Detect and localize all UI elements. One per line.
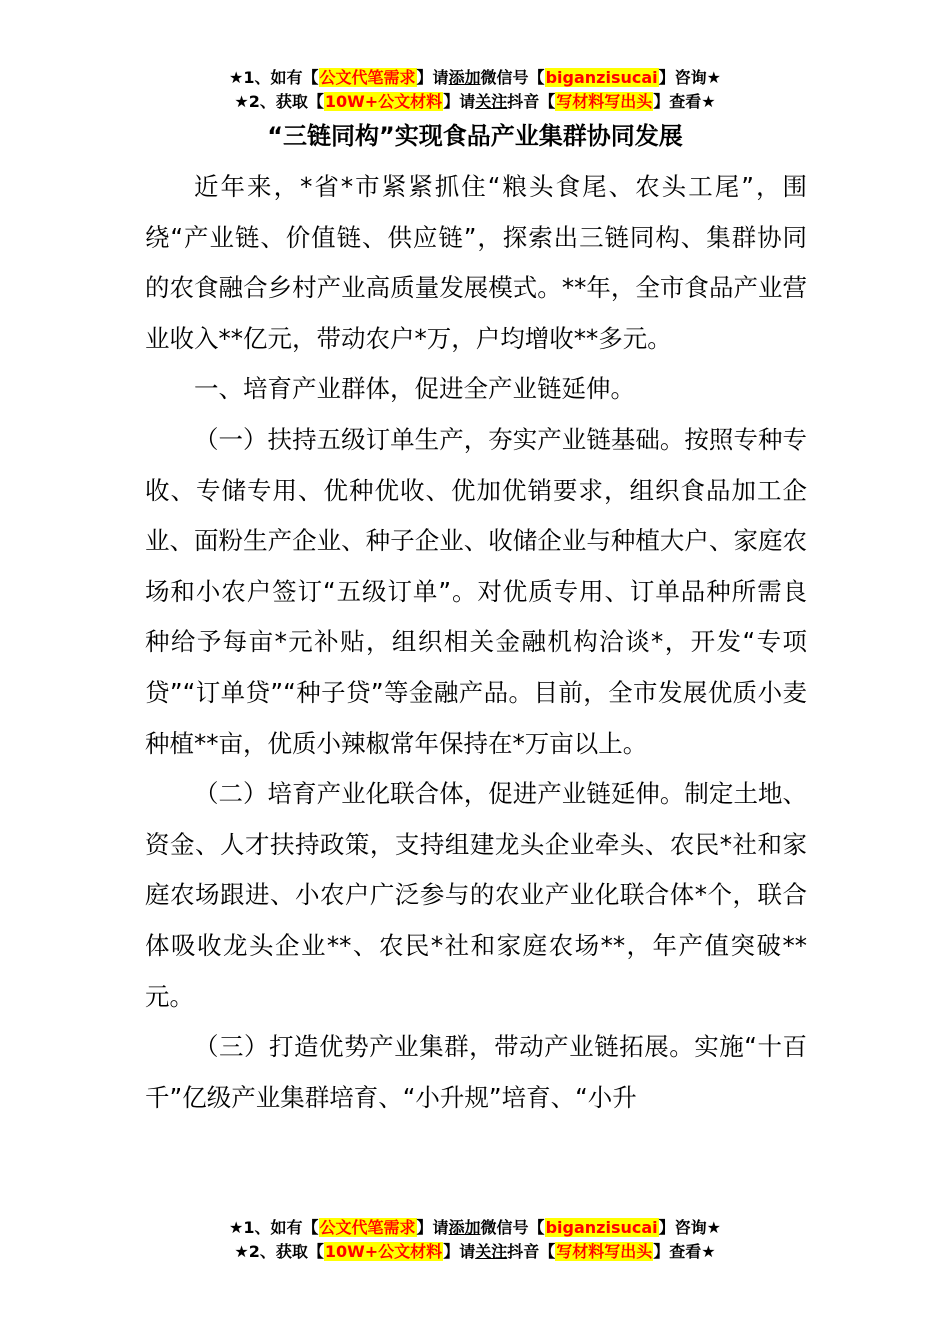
paragraph-intro: 近年来，*省*市紧紧抓住“粮头食尾、农头工尾”，围绕“产业链、价值链、供应链”，探索出三链同构、集群协同的农食融合乡村产业高质量发展模式。**年，全市食品产业营业收入**亿元，带动农户*万，户均增收**多元。: [145, 172, 807, 353]
paragraph-subsection-2: （二）培育产业化联合体，促进产业链延伸。制定土地、资金、人才扶持政策，支持组建龙头企业牵头、农民*社和家庭农场跟进、小农户广泛参与的农业产业化联合体*个，联合体吸收龙头企业**、农民*社和家庭农场**，年产值突破**元。: [145, 779, 807, 1011]
highlight-materials: 10W+公文材料: [324, 1242, 443, 1261]
highlight-wechat-id: biganzisucai: [545, 1218, 658, 1237]
banner-text: 微信号【: [480, 68, 545, 87]
banner-text: 】查看★: [653, 92, 716, 111]
banner-text: 微信号【: [480, 1218, 545, 1237]
banner-text: 】请: [416, 1218, 449, 1237]
banner-text: 抖音【: [507, 92, 556, 111]
banner-underlined-text: 关注: [475, 92, 508, 111]
banner-text: ★1、如有【: [229, 68, 319, 87]
banner-text: 】咨询★: [658, 1218, 721, 1237]
banner-line-2: [0, 90, 950, 114]
bottom-banner: [0, 1216, 950, 1264]
banner-text: ★1、如有【: [229, 1218, 319, 1237]
highlight-writing-service: 公文代笔需求: [319, 68, 416, 87]
paragraph-section-1-heading: 一、培育产业群体，促进全产业链延伸。: [194, 374, 635, 404]
banner-line-1: [0, 66, 950, 90]
banner-underlined-text: 添加: [448, 1218, 481, 1237]
banner-text: 】咨询★: [658, 68, 721, 87]
banner-text: 】请: [443, 92, 476, 111]
banner-underlined-text: 添加: [448, 68, 481, 87]
banner-text: 】请: [416, 68, 449, 87]
highlight-douyin-account: 写材料写出头: [556, 1242, 653, 1261]
banner-text: 】查看★: [653, 1242, 716, 1261]
paragraph-subsection-3: （三）打造优势产业集群，带动产业链拓展。实施“十百千”亿级产业集群培育、“小升规”培育、“小升: [145, 1032, 807, 1112]
highlight-materials: 10W+公文材料: [324, 92, 443, 111]
banner-underlined-text: 关注: [475, 1242, 508, 1261]
document-body: [145, 162, 807, 1123]
highlight-douyin-account: 写材料写出头: [556, 92, 653, 111]
banner-text: ★2、获取【: [234, 1242, 324, 1261]
banner-text: 抖音【: [507, 1242, 556, 1261]
document-title: “三链同构”实现食品产业集群协同发展: [267, 122, 683, 150]
paragraph-subsection-1: （一）扶持五级订单生产，夯实产业链基础。按照专种专收、专储专用、优种优收、优加优销要求，组织食品加工企业、面粉生产企业、种子企业、收储企业与种植大户、家庭农场和小农户签订“五级订单”。对优质专用、订单品种所需良种给予每亩*元补贴，组织相关金融机构洽谈*，开发“专项贷”“订单贷”“种子贷”等金融产品。目前，全市发展优质小麦种植**亩，优质小辣椒常年保持在*万亩以上。: [145, 424, 807, 758]
banner-text: ★2、获取【: [234, 92, 324, 111]
top-banner: [0, 66, 950, 114]
banner-line-1: [0, 1216, 950, 1240]
banner-text: 】请: [443, 1242, 476, 1261]
highlight-writing-service: 公文代笔需求: [319, 1218, 416, 1237]
banner-line-2: [0, 1240, 950, 1264]
highlight-wechat-id: biganzisucai: [545, 68, 658, 87]
